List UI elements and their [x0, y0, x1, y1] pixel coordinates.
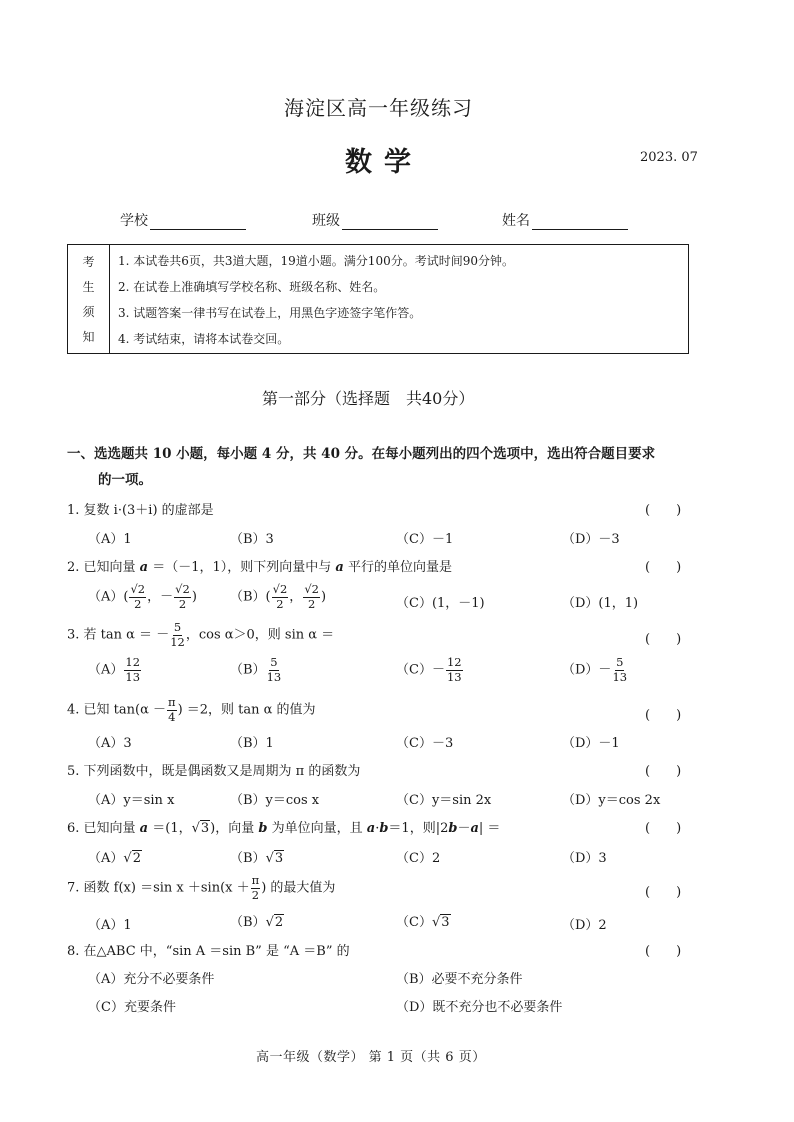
sqrt: √3	[431, 915, 450, 930]
question-4-stem	[67, 697, 316, 723]
answer-paren[interactable]: ( )	[645, 632, 682, 647]
option-label: （A）(	[88, 589, 129, 605]
numerator: √2	[175, 582, 190, 596]
q8-option-c: （C）充要条件	[88, 1000, 176, 1015]
q3-option-a	[88, 657, 142, 683]
option-label: （A）	[88, 851, 124, 866]
page-footer: 高一年级（数学） 第 1 页（共 6 页）	[256, 1050, 486, 1065]
fraction	[612, 657, 627, 683]
option-label: （B）	[230, 915, 266, 930]
denominator: 13	[612, 669, 628, 684]
q7-stem-pre: 7. 函数 f(x) ＝sin x ＋sin(x ＋	[67, 880, 250, 896]
question-7-stem	[67, 875, 335, 901]
q2-stem-pre: 2. 已知向量	[67, 560, 140, 575]
q7-option-a: （A）1	[88, 918, 132, 933]
section-instructions: 一、选选题共 10 小题，每小题 4 分，共 40 分。在每小题列出的四个选项中，选出符合题目要求	[67, 446, 656, 462]
school-field	[120, 210, 246, 230]
q6-stem-part: ＝1，则|2	[388, 821, 449, 836]
answer-paren[interactable]: ( )	[645, 885, 682, 900]
q3-stem-pre: 3. 若 tan α ＝ －	[67, 627, 170, 643]
q4-stem-post: ) ＝2，则 tan α 的值为	[177, 702, 316, 718]
numerator: 12	[446, 655, 462, 669]
class-field	[312, 210, 438, 230]
q6-option-d: （D）3	[562, 851, 607, 866]
sqrt: √3	[265, 851, 284, 866]
exam-date: 2023. 07	[640, 150, 698, 165]
q8-option-b: （B）必要不充分条件	[396, 972, 523, 987]
notice-item: 2. 在试卷上准确填写学校名称、班级名称、姓名。	[118, 279, 386, 294]
q6-stem-part: | ＝	[478, 821, 501, 836]
q6-stem-part: －	[457, 821, 471, 836]
q2-stem-mid: ＝（－1，1），则下列向量中与	[148, 560, 336, 575]
section-instructions-cont: 的一项。	[98, 472, 152, 488]
q8-option-d: （D）既不充分也不必要条件	[396, 1000, 563, 1015]
denominator: 2	[134, 596, 142, 611]
fraction	[129, 584, 146, 610]
notice-item: 3. 试题答案一律书写在试卷上，用黑色字迹签字笔作答。	[118, 305, 422, 320]
option-label: （B）(	[230, 589, 271, 605]
q2-option-d: （D）(1，1)	[562, 596, 639, 611]
comma: ，	[289, 589, 303, 605]
q8-option-a: （A）充分不必要条件	[88, 972, 215, 987]
vector-a: a	[366, 821, 376, 836]
fraction	[267, 657, 282, 683]
part-one-title: 第一部分（选择题 共40分）	[262, 389, 475, 408]
notice-head	[68, 245, 110, 353]
q6-option-c: （C）2	[396, 851, 441, 866]
radicand: 3	[441, 915, 450, 930]
notice-head-char: 须	[82, 305, 95, 319]
question-8-stem: 8. 在△ABC 中，“sin A ＝sin B” 是 “A ＝B” 的	[67, 944, 350, 959]
question-6-stem	[67, 817, 500, 836]
q4-option-a: （A）3	[88, 736, 132, 751]
q7-option-c	[396, 911, 451, 930]
numerator: 5	[173, 620, 182, 634]
q1-option-a: （A）1	[88, 532, 132, 547]
denominator: 13	[446, 669, 462, 684]
q2-option-b	[230, 584, 326, 610]
name-field-label: 姓名	[502, 213, 530, 229]
q6-stem-pre: 6. 已知向量	[67, 821, 140, 836]
q6-stem-part: )，向量	[210, 821, 259, 836]
numerator: √2	[130, 582, 146, 596]
numerator: 5	[616, 655, 624, 669]
fraction	[170, 622, 185, 648]
fraction	[174, 584, 191, 610]
q6-option-b	[230, 847, 284, 866]
name-field-blank[interactable]	[532, 216, 628, 230]
option-label: （C）	[396, 915, 432, 930]
numerator: π	[168, 695, 176, 709]
vector-b: b	[258, 821, 268, 836]
vector-a: a	[470, 821, 479, 836]
q5-option-a: （A）y＝sin x	[88, 793, 175, 808]
q4-option-b: （B）1	[230, 736, 274, 751]
q2-option-a	[88, 584, 197, 610]
vector-b: b	[379, 821, 389, 836]
answer-paren[interactable]: ( )	[645, 560, 682, 575]
q3-option-b	[230, 657, 282, 683]
q2-stem-post: 平行的单位向量是	[343, 560, 452, 575]
notice-item: 1. 本试卷共6页，共3道大题，19道小题。满分100分。考试时间90分钟。	[118, 253, 514, 268]
q7-option-b	[230, 911, 284, 930]
comma: ，	[147, 589, 161, 605]
radicand: 3	[200, 821, 210, 836]
subject-title: 数学	[345, 147, 423, 178]
denominator: 13	[125, 669, 141, 684]
notice-items	[110, 245, 688, 353]
q6-stem-part: ·	[375, 821, 380, 836]
q1-option-d: （D）－3	[562, 532, 620, 547]
q4-option-d: （D）－1	[562, 736, 620, 751]
radicand: 3	[274, 851, 284, 866]
answer-paren[interactable]: ( )	[645, 821, 682, 836]
sqrt: √2	[265, 915, 284, 930]
notice-head-char: 知	[82, 330, 95, 344]
name-field	[502, 210, 628, 230]
notice-head-char: 生	[82, 280, 95, 294]
q1-option-b: （B）3	[230, 532, 274, 547]
denominator: 4	[168, 709, 176, 724]
radicand: 2	[132, 851, 141, 866]
q3-option-d	[562, 657, 628, 683]
vector-a: a	[139, 821, 149, 836]
class-field-blank[interactable]	[342, 216, 438, 230]
fraction	[251, 875, 261, 901]
class-field-label: 班级	[312, 213, 340, 229]
question-3-stem	[67, 622, 334, 648]
q2-option-c: （C）(1，－1)	[396, 596, 485, 611]
fraction	[446, 657, 463, 683]
close-paren: )	[191, 589, 197, 605]
q4-option-c: （C）－3	[396, 736, 454, 751]
q5-option-d: （D）y＝cos 2x	[562, 793, 661, 808]
q6-stem-part: 为单位向量，且	[267, 821, 367, 836]
minus: －	[160, 589, 174, 605]
q5-option-b: （B）y＝cos x	[230, 793, 320, 808]
question-5-stem: 5. 下列函数中，既是偶函数又是周期为 π 的函数为	[67, 764, 361, 779]
vector-a: a	[139, 560, 149, 575]
denominator: 2	[276, 596, 284, 611]
sqrt: √3	[191, 821, 210, 836]
option-label: （D）－	[562, 662, 612, 678]
numerator: √2	[304, 582, 319, 596]
answer-paren[interactable]: ( )	[645, 503, 682, 518]
option-label: （C）－	[396, 662, 445, 678]
answer-paren[interactable]: ( )	[645, 944, 682, 959]
q1-option-c: （C）－1	[396, 532, 454, 547]
q6-option-a	[88, 847, 142, 866]
numerator: 12	[125, 655, 141, 669]
answer-paren[interactable]: ( )	[645, 708, 682, 723]
fraction	[303, 584, 320, 610]
denominator: 2	[251, 887, 260, 902]
denominator: 2	[307, 596, 316, 611]
option-label: （A）	[88, 662, 124, 678]
question-2-stem	[67, 556, 452, 575]
school-title: 海淀区高一年级练习	[284, 96, 473, 120]
q3-option-c	[396, 657, 464, 683]
fraction	[272, 584, 289, 610]
q5-option-c: （C）y＝sin 2x	[396, 793, 492, 808]
notice-head-char: 考	[82, 255, 95, 269]
fraction	[167, 697, 177, 723]
denominator: 12	[170, 634, 185, 649]
sqrt: √2	[123, 851, 141, 866]
option-label: （B）	[230, 662, 266, 678]
denominator: 2	[178, 596, 187, 611]
school-field-label: 学校	[120, 213, 148, 229]
q3-stem-post: ，cos α＞0，则 sin α ＝	[185, 627, 335, 643]
option-label: （B）	[230, 851, 266, 866]
candidate-notice-box	[67, 244, 689, 354]
q7-stem-post: ) 的最大值为	[261, 880, 336, 896]
close-paren: )	[320, 589, 327, 605]
q6-stem-part: ＝(1，	[148, 821, 192, 836]
school-field-blank[interactable]	[150, 216, 246, 230]
q7-option-d: （D）2	[562, 918, 607, 933]
radicand: 2	[274, 915, 284, 930]
question-1-stem: 1. 复数 i·(3＋i) 的虚部是	[67, 503, 214, 518]
fraction	[124, 657, 141, 683]
q4-stem-pre: 4. 已知 tan(α －	[67, 702, 166, 718]
numerator: π	[251, 873, 260, 887]
notice-item: 4. 考试结束，请将本试卷交回。	[118, 331, 290, 346]
numerator: √2	[272, 582, 288, 596]
vector-a: a	[335, 560, 344, 575]
vector-b: b	[448, 821, 458, 836]
answer-paren[interactable]: ( )	[645, 764, 682, 779]
numerator: 5	[270, 655, 278, 669]
denominator: 13	[266, 669, 282, 684]
